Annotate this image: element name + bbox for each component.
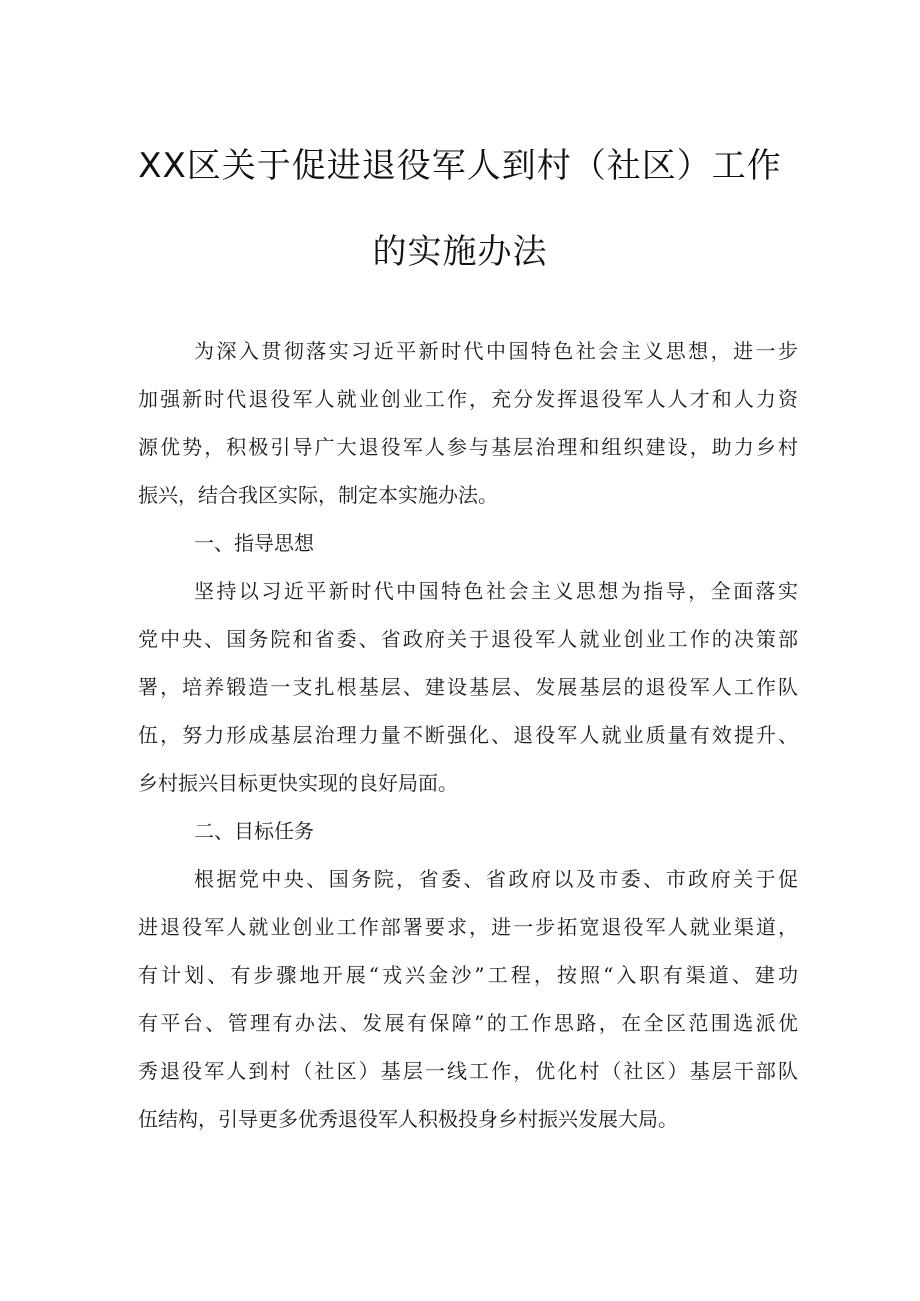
section-2-line: 秀退役军人到村（社区）基层一线工作，优化村（社区）基层干部队 bbox=[138, 1059, 798, 1083]
section-2-line: 根据党中央、国务院，省委、省政府以及市委、市政府关于促 bbox=[194, 867, 798, 891]
section-2-line: 有计划、有步骤地开展“戎兴金沙”工程，按照“入职有渠道、建功 bbox=[138, 963, 798, 987]
intro-line: 加强新时代退役军人就业创业工作，充分发挥退役军人人才和人力资 bbox=[138, 387, 798, 411]
section-1-line: 伍，努力形成基层治理力量不断强化、退役军人就业质量有效提升、 bbox=[138, 723, 798, 747]
section-1-line: 坚持以习近平新时代中国特色社会主义思想为指导，全面落实 bbox=[194, 579, 798, 603]
document-title-line-1: XX区关于促进退役军人到村（社区）工作 bbox=[138, 146, 782, 186]
intro-line: 振兴，结合我区实际，制定本实施办法。 bbox=[138, 483, 498, 507]
section-1-line: 署，培养锻造一支扎根基层、建设基层、发展基层的退役军人工作队 bbox=[138, 675, 798, 699]
section-2-line: 伍结构，引导更多优秀退役军人积极投身乡村振兴发展大局。 bbox=[138, 1107, 678, 1131]
section-1-line: 乡村振兴目标更快实现的良好局面。 bbox=[138, 771, 458, 795]
section-heading: 二、目标任务 bbox=[194, 819, 314, 843]
document-title-line-2: 的实施办法 bbox=[372, 232, 548, 272]
intro-line: 为深入贯彻落实习近平新时代中国特色社会主义思想，进一步 bbox=[194, 339, 798, 363]
section-2-line: 有平台、管理有办法、发展有保障”的工作思路，在全区范围选派优 bbox=[138, 1011, 798, 1035]
section-2-line: 进退役军人就业创业工作部署要求，进一步拓宽退役军人就业渠道， bbox=[138, 915, 798, 939]
section-1-line: 党中央、国务院和省委、省政府关于退役军人就业创业工作的决策部 bbox=[138, 627, 798, 651]
intro-line: 源优势，积极引导广大退役军人参与基层治理和组织建设，助力乡村 bbox=[138, 435, 798, 459]
section-heading: 一、指导思想 bbox=[194, 531, 314, 555]
